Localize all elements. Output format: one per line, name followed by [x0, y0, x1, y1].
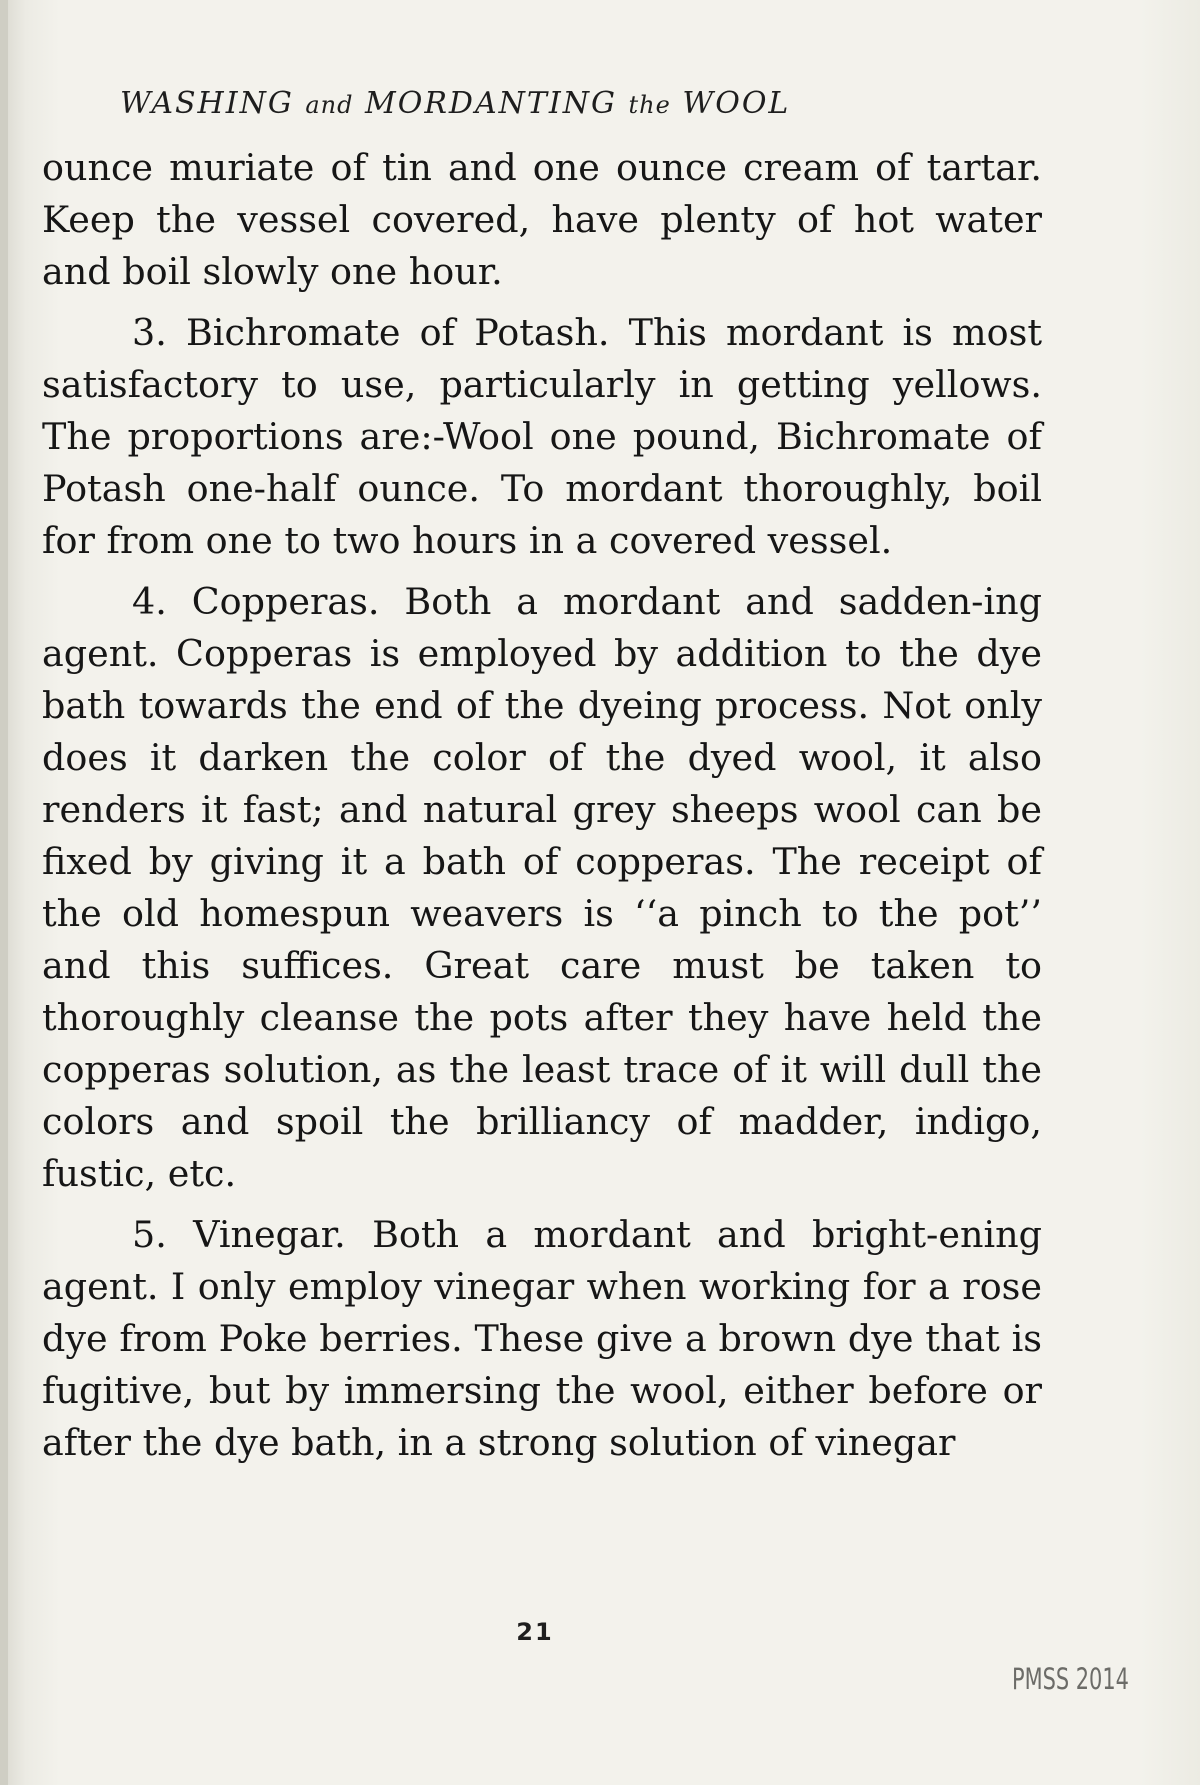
- watermark: PMSS 2014: [1012, 1662, 1129, 1696]
- body-text: [42, 142, 1042, 1478]
- running-head-word: WOOL: [682, 86, 791, 121]
- running-head-word: WASHING: [120, 86, 294, 121]
- paragraph-vinegar: 5. Vinegar. Both a mordant and bright-ening agent. I only employ vinegar when working for a rose dye from Poke berries. These give a brown dye that is fugitive, but by immersing the wool, either before or after the dye bath, in a strong solution of vinegar: [42, 1213, 1042, 1464]
- paragraph-continued: ounce muriate of tin and one ounce cream of tartar. Keep the vessel covered, have plenty of hot water and boil slowly one hour.: [42, 146, 1042, 293]
- running-head-word: the: [628, 91, 671, 119]
- running-head: [120, 86, 1050, 121]
- running-head-word: and: [305, 91, 354, 119]
- running-head-word: MORDANTING: [365, 86, 617, 121]
- paragraph-copperas: 4. Copperas. Both a mordant and sadden-ing agent. Copperas is employed by addition to the dye bath towards the end of the dyeing process. Not only does it darken the color of the dyed wool, it also renders it fast; and natural grey sheeps wool can be fixed by giving it a bath of copperas. The receipt of the old homespun weavers is ‘‘a pinch to the pot’’ and this suffices. Great care must be taken to thoroughly cleanse the pots after they have held the copperas solution, as the least trace of it will dull the colors and spoil the brilliancy of madder, indigo, fustic, etc.: [42, 580, 1042, 1195]
- page-number: 21: [516, 1618, 554, 1646]
- paragraph-bichromate: 3. Bichromate of Potash. This mordant is most satisfactory to use, particularly in getting yellows. The proportions are:-Wool one pound, Bichromate of Potash one-half ounce. To mordant thoroughly, boil for from one to two hours in a covered vessel.: [42, 311, 1042, 562]
- page-spine-edge: [0, 0, 8, 1785]
